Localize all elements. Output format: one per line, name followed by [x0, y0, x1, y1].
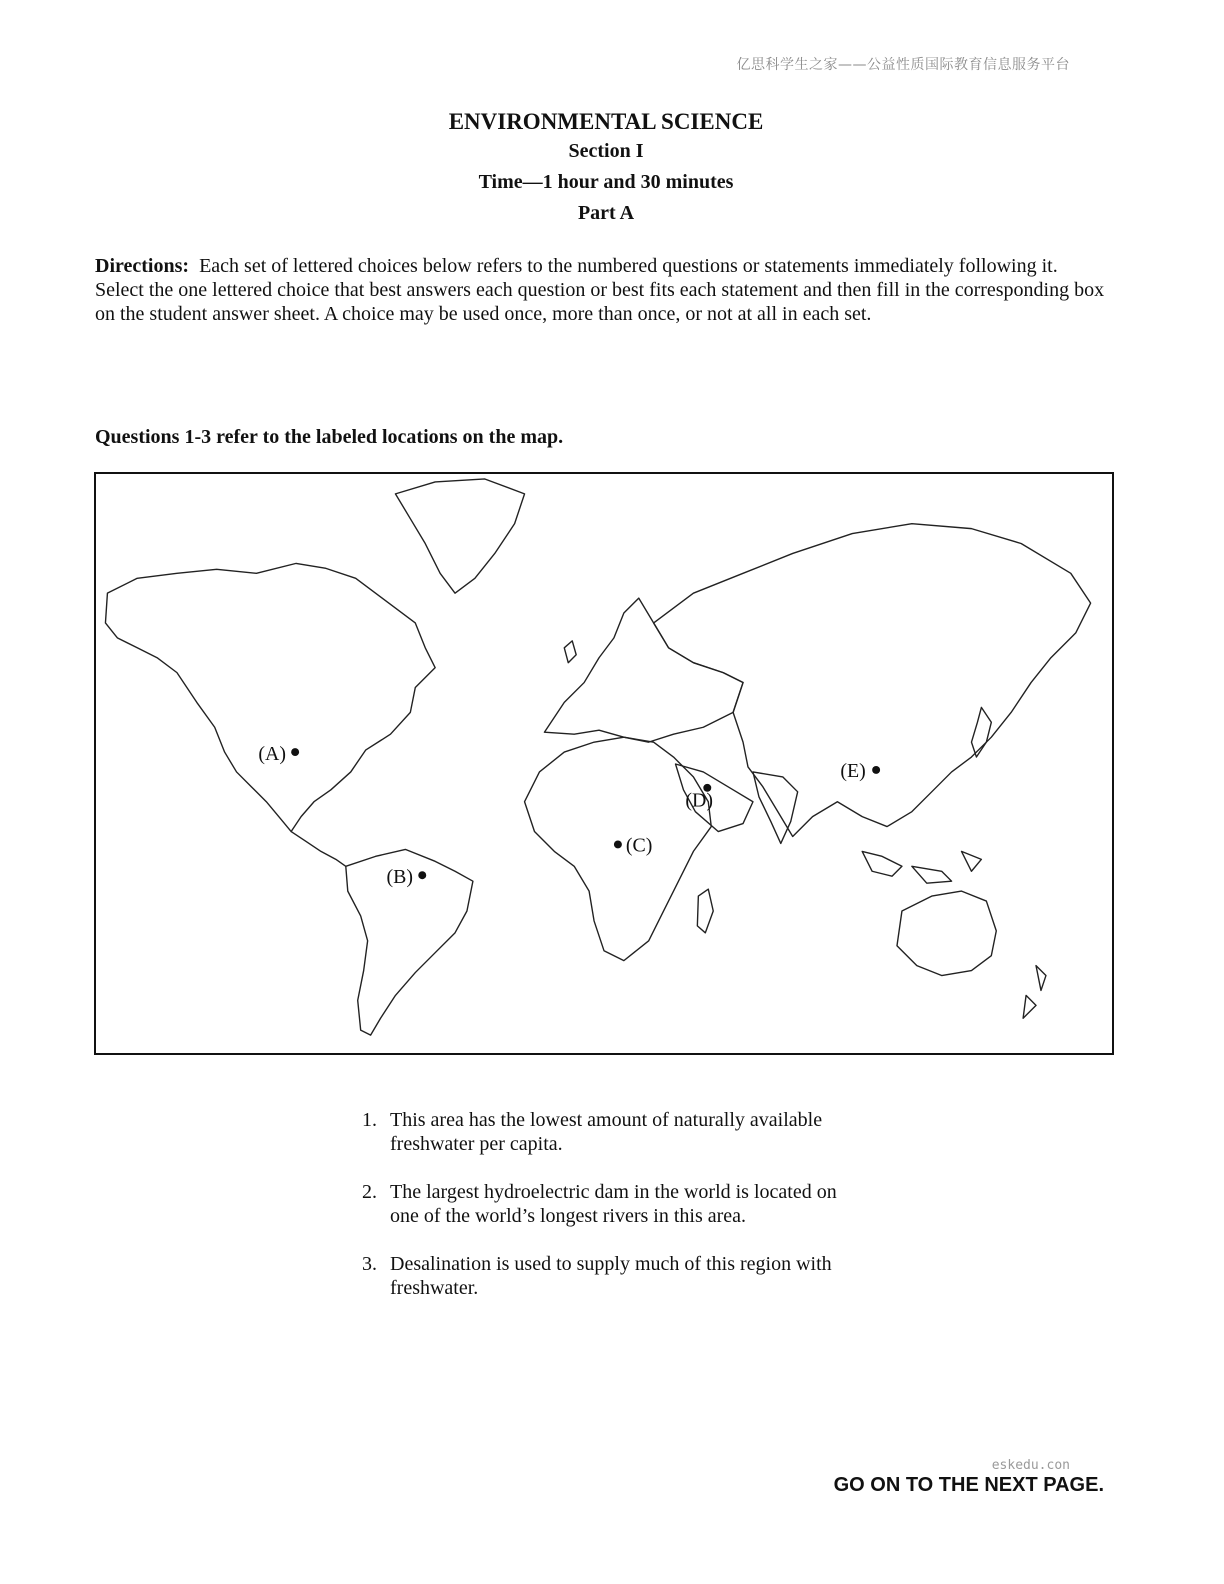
- southeast-asia-islands: [862, 851, 981, 883]
- header-watermark: 亿思科学生之家——公益性质国际教育信息服务平台: [736, 57, 1070, 73]
- footer-watermark: eskedu.con: [991, 1458, 1070, 1473]
- location-a-label: (A): [258, 743, 286, 766]
- location-c-label: (C): [625, 834, 653, 857]
- madagascar-outline: [697, 889, 713, 933]
- location-b-dot: [418, 871, 426, 879]
- question-item: [362, 1252, 842, 1300]
- question-list: [362, 1108, 842, 1324]
- question-text: Desalination is used to supply much of this region with freshwater.: [390, 1253, 832, 1299]
- question-item: [362, 1108, 842, 1156]
- question-item: [362, 1180, 842, 1228]
- world-map: [94, 472, 1114, 1055]
- australia-outline: [897, 891, 996, 975]
- location-d-label: (D): [685, 789, 714, 812]
- japan-outline: [971, 707, 991, 757]
- location-c-dot: [614, 840, 622, 848]
- exam-title: ENVIRONMENTAL SCIENCE: [448, 109, 764, 134]
- question-number: 2.: [362, 1181, 377, 1203]
- directions-text: Each set of lettered choices below refers to the numbered questions or statements immediately following it. Select the one lettered choice that best answers each question or best fits each statement and then fill in the corresponding box on the student answer sheet. A choice may be used once, more than once, or not at all in each set.: [95, 255, 1105, 325]
- questions-heading: Questions 1-3 refer to the labeled locations on the map.: [95, 426, 564, 448]
- title-block: [0, 108, 1212, 229]
- europe-outline: [544, 598, 743, 742]
- british-isles-outline: [564, 641, 576, 663]
- question-number: 1.: [362, 1109, 377, 1131]
- time-label: Time—1 hour and 30 minutes: [478, 171, 734, 193]
- central-america-outline: [291, 832, 346, 867]
- location-c: [614, 834, 652, 856]
- section-label: Section I: [568, 140, 644, 162]
- directions-label: Directions:: [95, 255, 190, 277]
- world-map-svg: [96, 474, 1112, 1053]
- location-e-label: (E): [840, 759, 866, 782]
- location-a: [258, 743, 299, 765]
- directions: [95, 254, 1105, 326]
- new-zealand-outline: [1023, 966, 1046, 1019]
- question-number: 3.: [362, 1253, 377, 1275]
- greenland-outline: [395, 479, 524, 593]
- part-label: Part A: [577, 202, 635, 224]
- next-page-notice: GO ON TO THE NEXT PAGE.: [833, 1474, 1104, 1496]
- africa-outline: [525, 737, 712, 960]
- location-a-dot: [291, 748, 299, 756]
- location-b: [387, 866, 427, 888]
- location-d: [685, 784, 713, 812]
- question-text: This area has the lowest amount of naturally available freshwater per capita.: [390, 1109, 823, 1155]
- location-b-label: (B): [386, 866, 413, 889]
- asia-outline: [654, 524, 1091, 837]
- location-e: [840, 760, 880, 782]
- location-e-dot: [872, 766, 880, 774]
- question-text: The largest hydroelectric dam in the world is located on one of the world’s longest rivers in this area.: [390, 1181, 837, 1227]
- north-america-outline: [105, 563, 435, 831]
